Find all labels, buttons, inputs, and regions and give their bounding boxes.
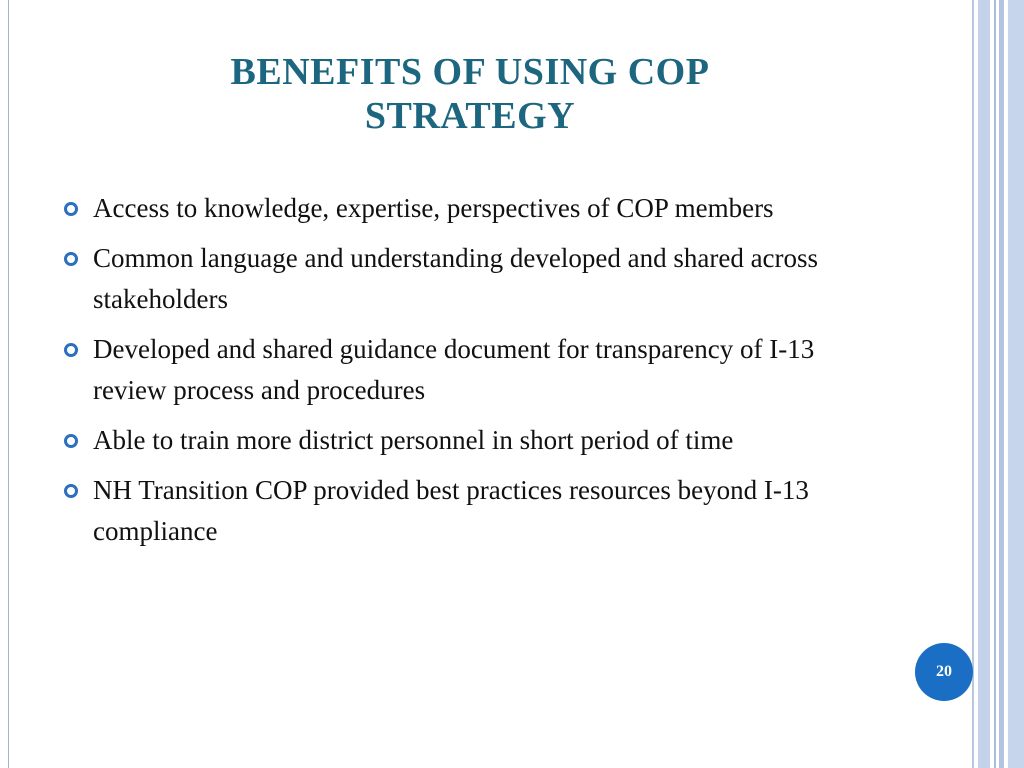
bullet-text: Developed and shared guidance document for transparency of I-13 review process and procedures bbox=[93, 334, 815, 405]
slide-title-line-2: STRATEGY bbox=[364, 95, 576, 137]
stripe bbox=[999, 0, 1004, 768]
stripe bbox=[978, 0, 990, 768]
page-number-badge: 20 bbox=[915, 643, 973, 701]
bullet-list bbox=[64, 188, 884, 561]
bullet-text: Common language and understanding developed and shared across stakeholders bbox=[93, 243, 819, 314]
slide-title-line-1: BENEFITS OF USING COP bbox=[230, 51, 710, 93]
left-border-line bbox=[8, 0, 9, 768]
right-decorative-stripes bbox=[972, 0, 1024, 768]
bullet-text: Able to train more district personnel in short period of time bbox=[93, 425, 734, 455]
slide-title bbox=[60, 50, 880, 138]
bullet-circle-icon bbox=[64, 434, 78, 448]
bullet-item bbox=[64, 420, 884, 461]
stripe bbox=[1008, 0, 1024, 768]
bullet-item bbox=[64, 329, 884, 411]
stripe bbox=[972, 0, 974, 768]
bullet-text: NH Transition COP provided best practices resources beyond I-13 compliance bbox=[93, 475, 809, 546]
bullet-item bbox=[64, 238, 884, 320]
bullet-circle-icon bbox=[64, 252, 78, 266]
bullet-circle-icon bbox=[64, 343, 78, 357]
bullet-item bbox=[64, 470, 884, 552]
bullet-text: Access to knowledge, expertise, perspectives of COP members bbox=[93, 193, 774, 223]
bullet-circle-icon bbox=[64, 202, 78, 216]
bullet-item bbox=[64, 188, 884, 229]
bullet-circle-icon bbox=[64, 484, 78, 498]
stripe bbox=[994, 0, 996, 768]
